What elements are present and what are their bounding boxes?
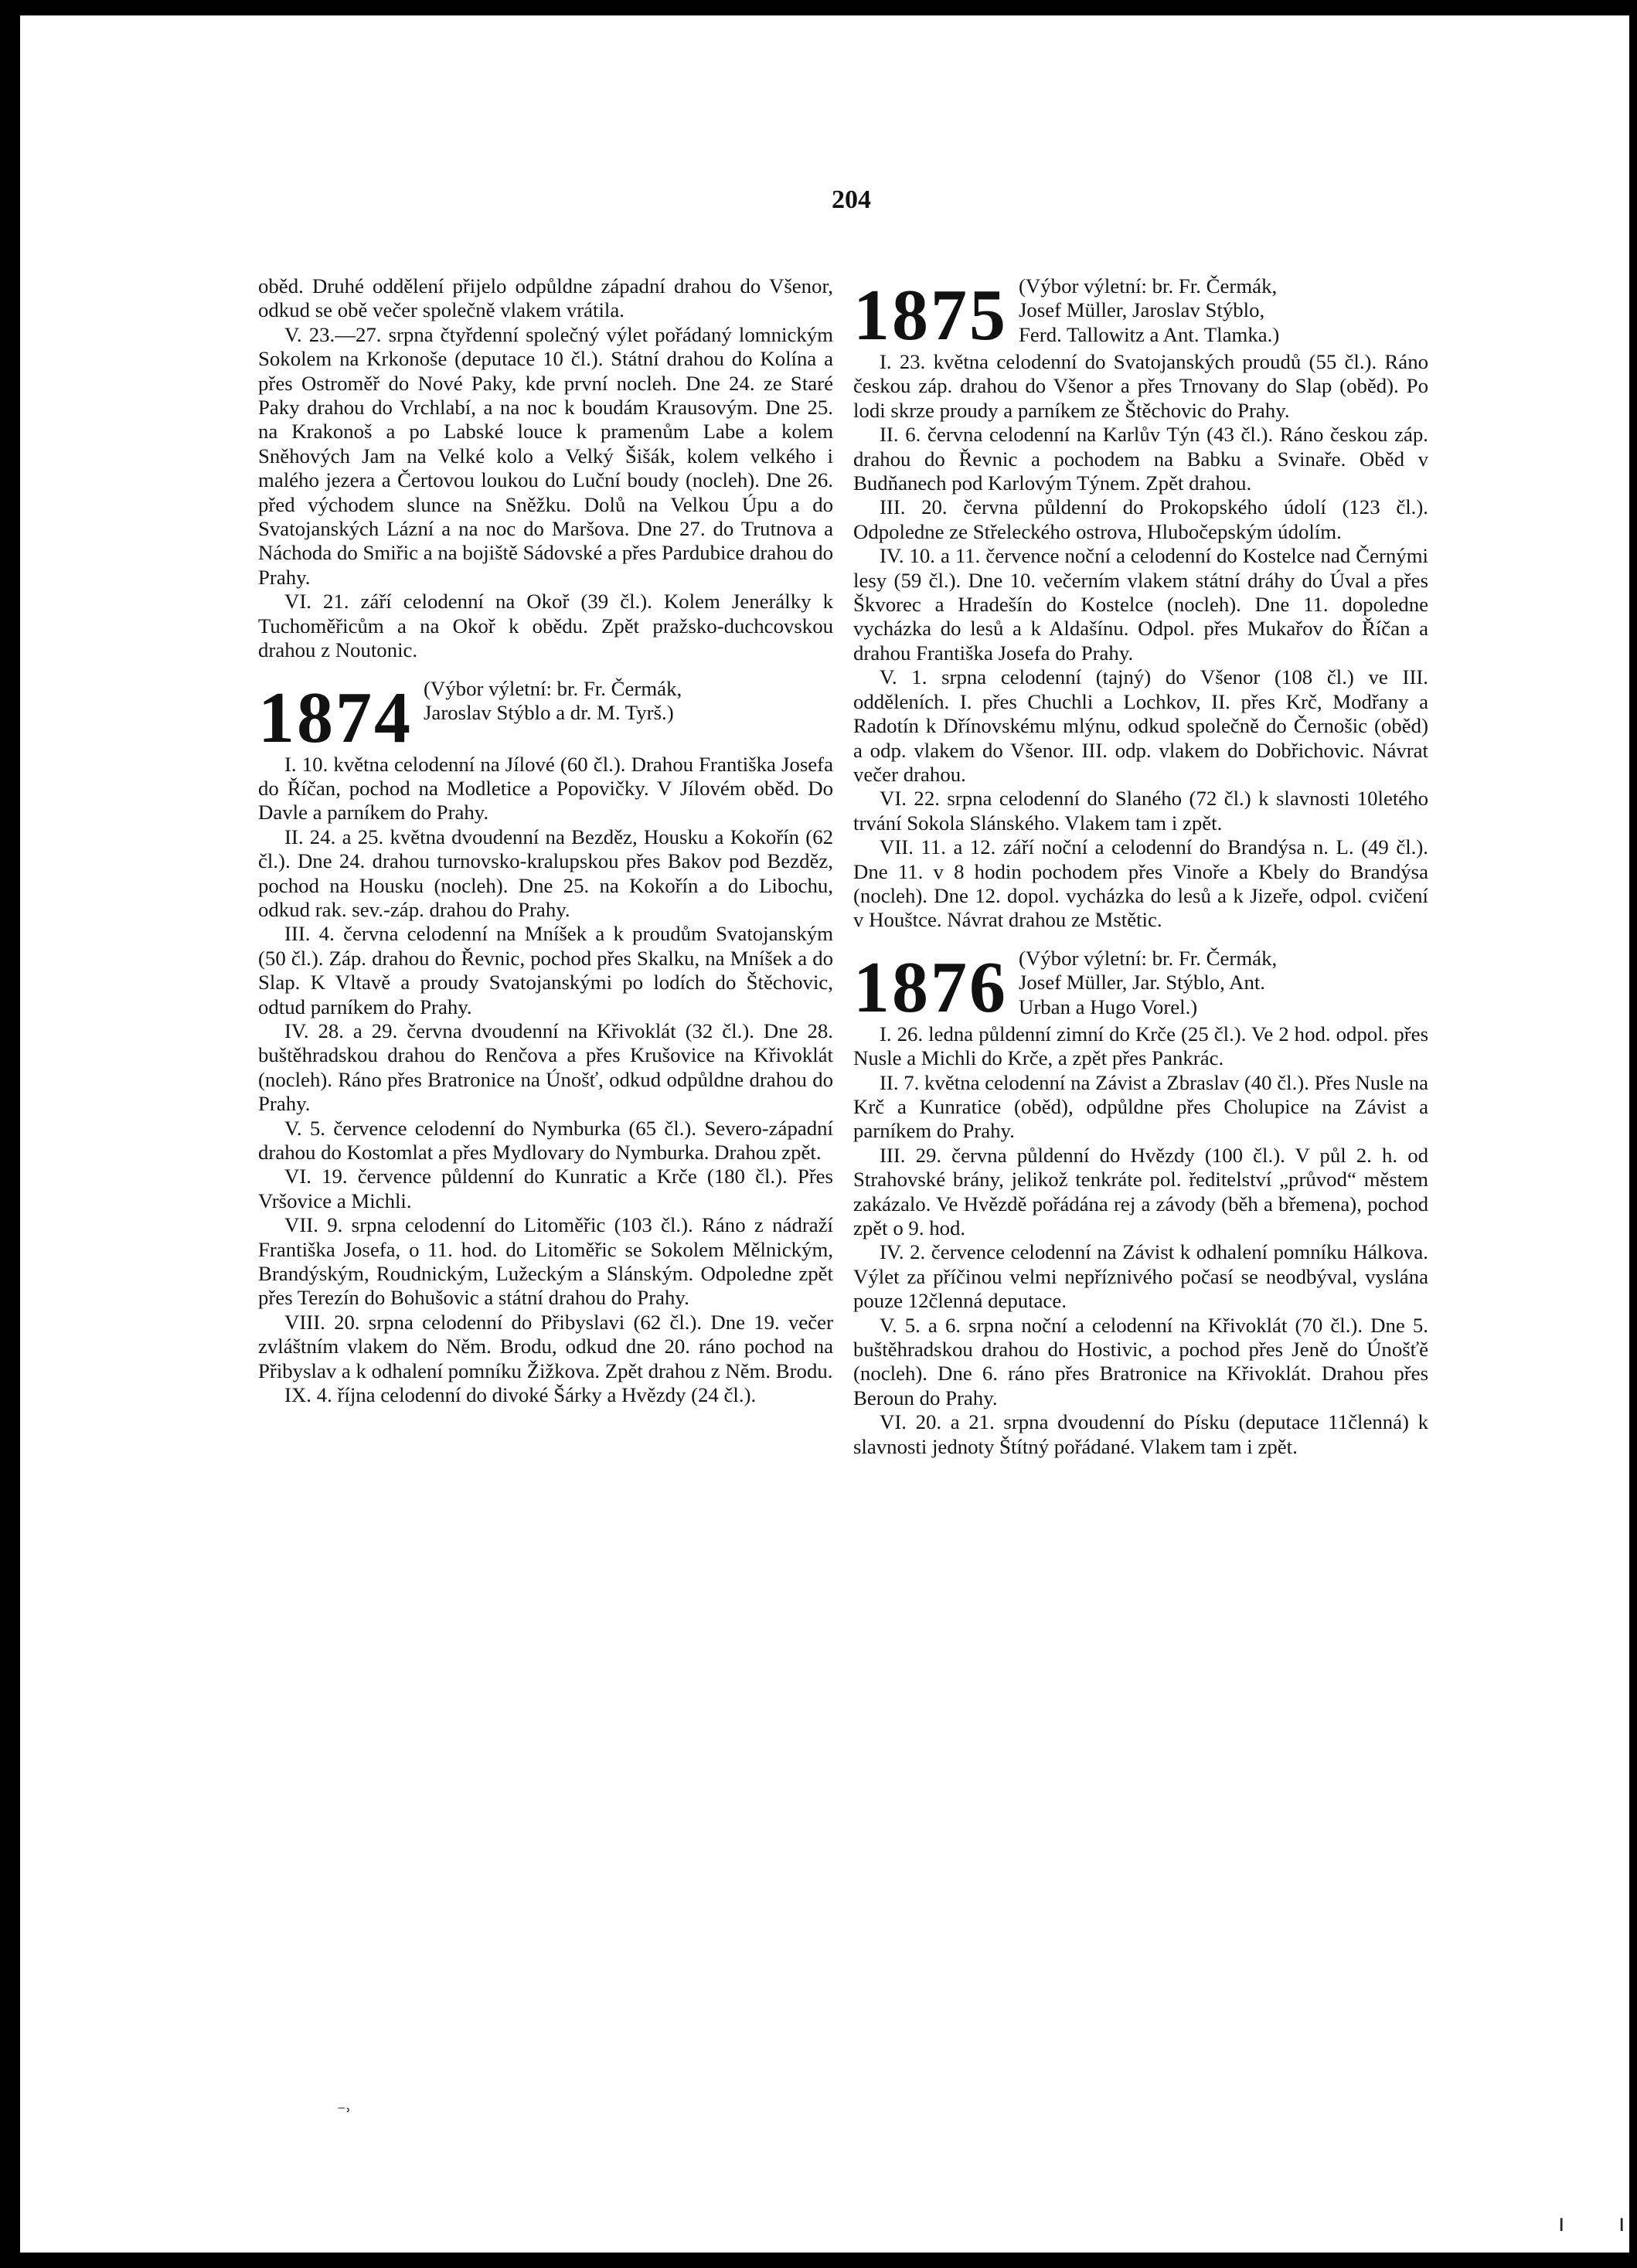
committee-note	[1019, 274, 1428, 347]
opening-paragraph: oběd. Druhé oddělení přijelo odpůldne západní drahou do Všenor, odkud se obě večer společně vlakem vrátila.	[258, 274, 833, 322]
trip-entry: I. 23. května celodenní do Svatojanských proudů (55 čl.). Ráno českou záp. drahou do Všenor a přes Trnovany do Slap (oběd). Po lodi skrze proudy a parníkem ze Štěchovic do Prahy.	[853, 350, 1428, 422]
trip-entry: II. 7. května celodenní na Závist a Zbraslav (40 čl.). Přes Nusle na Krč a Kunratice (oběd), odpůldne přes Cholupice na Závist a parníkem do Prahy.	[853, 1070, 1428, 1143]
trip-entry: VI. 22. srpna celodenní do Slaného (72 čl.) k slavnosti 10letého trvání Sokola Slánského. Vlakem tam i zpět.	[853, 787, 1428, 835]
trip-entry: III. 20. června půldenní do Prokopského údolí (123 čl.). Odpoledne ze Střeleckého ostrova, Hlubočepským údolím.	[853, 495, 1428, 543]
year-heading-1876	[853, 946, 1428, 1028]
trip-entry: V. 5. a 6. srpna noční a celodenní na Křivoklát (70 čl.). Dne 5. buštěhradskou drahou do Hostivic, a pochod přes Jeně do Únošťě (nocleh). Dne 6. ráno přes Bratronice na Křivoklát. Drahou přes Beroun do Prahy.	[853, 1313, 1428, 1409]
committee-line: Jaroslav Stýblo a dr. M. Tyrš.)	[424, 700, 674, 724]
committee-line: Urban a Hugo Vorel.)	[1019, 995, 1198, 1018]
trip-entry: V. 23.—27. srpna čtyřdenní společný výlet pořádaný lomnickým Sokolem na Krkonoše (deputace 10 čl.). Státní drahou do Kolína a přes Ostroměř do Nové Paky, kde první nocleh. Dne 24. ze Staré Paky drahou do Vrchlabí, a na noc k boudám Krausovým. Dne 25. na Krakonoš a po Labské louce k pramenům Labe a kolem Sněhových Jam na Velké kolo a Velký Šišák, kolem velkého i malého jezera a Čertovou loukou do Luční boudy (nocleh). Dne 26. před východem slunce na Sněžku. Dolů na Velkou Úpu a do Svatojanských Lázní a na noc do Maršova. Dne 27. do Trutnova a Náchoda do Smiřic a na bojiště Sádovské a přes Pardubice drahou do Prahy.	[258, 322, 833, 589]
scan-speck: ı	[1558, 2210, 1565, 2237]
trip-entry: IX. 4. října celodenní do divoké Šárky a Hvězdy (24 čl.).	[284, 1383, 757, 1407]
trip-entry: IV. 28. a 29. června dvoudenní na Křivoklát (32 čl.). Dne 28. buštěhradskou drahou do Renčova a přes Krušovice na Křivoklát (nocleh). Ráno přes Bratronice na Únošť, odkud odpůldne drahou do Prahy.	[258, 1018, 833, 1116]
page-number: 204	[832, 185, 871, 214]
trip-entry: VI. 21. září celodenní na Okoř (39 čl.). Kolem Jenerálky k Tuchoměřicům a na Okoř k obědu. Zpět pražsko-duchcovskou drahou z Noutonic.	[258, 590, 833, 662]
committee-line: (Výbor výletní: br. Fr. Čermák,	[1019, 946, 1278, 970]
trip-entry: III. 4. června celodenní na Mníšek a k proudům Svatojanským (50 čl.). Záp. drahou do Řevnic, pochod přes Skalku, na Mníšek a do Slap. K Vltavě a proudy Svatojanskými po lodích do Štěchovic, odtud parníkem do Prahy.	[258, 922, 833, 1018]
trip-entry: III. 29. června půldenní do Hvězdy (100 čl.). V půl 2. h. od Strahovské brány, jelikož tenkráte pol. ředitelství „průvod“ městem zakázalo. Ve Hvězdě pořádána rej a závody (běh a břemena), pochod zpět o 9. hod.	[853, 1143, 1428, 1239]
trip-entry: IV. 2. července celodenní na Závist k odhalení pomníku Hálkova. Výlet za příčinou velmi nepříznivého počasí se neodbýval, vyslána pouze 12členná deputace.	[853, 1240, 1428, 1313]
scan-speck: ⁻˒	[337, 2102, 352, 2121]
year-heading-1874	[258, 676, 833, 758]
year-number: 1874	[258, 677, 413, 758]
trip-entry: IV. 10. a 11. července noční a celodenní do Kostelce nad Černými lesy (59 čl.). Dne 10. večerním vlakem státní dráhy do Úval a přes Škvorec a Hradešín do Kostelce (nocleh). Dne 11. dopoledne vycházka do lesů a k Aldašínu. Odpol. přes Mukařov do Říčan a drahou Františka Josefa do Prahy.	[853, 544, 1428, 665]
committee-note	[424, 677, 833, 726]
trip-entry: II. 24. a 25. května dvoudenní na Bezděz, Housku a Kokořín (62 čl.). Dne 24. drahou turnovsko-kralupskou přes Bakov pod Bezděz, pochod na Housku (nocleh). Dne 25. na Kokořín a do Libochu, odkud rak. sev.-záp. drahou do Prahy.	[258, 825, 833, 921]
trip-entry: VIII. 20. srpna celodenní do Přibyslavi (62 čl.). Dne 19. večer zvláštním vlakem do Něm. Brodu, odkud dne 20. ráno pochod na Přibyslav a k odhalení pomníku Žižkova. Zpět drahou z Něm. Brodu.	[258, 1310, 833, 1382]
trip-entry: I. 26. ledna půldenní zimní do Krče (25 čl.). Ve 2 hod. odpol. přes Nusle a Michli do Krče, a zpět přes Pankrác.	[853, 1022, 1428, 1070]
trip-entry: II. 6. června celodenní na Karlův Týn (43 čl.). Ráno českou záp. drahou do Řevnic a pochodem na Babku a Svinaře. Oběd v Budňanech pod Karlovým Týnem. Zpět drahou.	[853, 423, 1428, 495]
year-heading-1875	[853, 274, 1428, 355]
year-number: 1875	[853, 275, 1008, 355]
scan-speck: ı	[1618, 2210, 1625, 2237]
committee-line: Josef Müller, Jaroslav Stýblo,	[1019, 298, 1265, 322]
document-page	[20, 15, 1629, 2253]
trip-entry: VI. 19. července půldenní do Kunratic a Krče (180 čl.). Přes Vršovice a Michli.	[258, 1165, 833, 1212]
trip-entry: VII. 11. a 12. září noční a celodenní do Brandýsa n. L. (49 čl.). Dne 11. v 8 hodin pochodem přes Vinoře a Kbely do Brandýsa (nocleh). Dne 12. dopol. vycházka do lesů a k Jizeře, odpol. cvičení v Houštce. Návrat drahou ze Mstětic.	[853, 835, 1428, 932]
trip-entry: I. 10. května celodenní na Jílové (60 čl.). Drahou Františka Josefa do Říčan, pochod na Modletice a Popovičky. V Jílovém oběd. Do Davle a parníkem do Prahy.	[258, 752, 833, 825]
left-column	[258, 274, 833, 1407]
right-column	[853, 274, 1428, 1459]
committee-line: (Výbor výletní: br. Fr. Čermák,	[424, 676, 682, 700]
trip-entry: V. 1. srpna celodenní (tajný) do Všenor (108 čl.) ve III. odděleních. I. přes Chuchli a Lochkov, II. přes Krč, Modřany a Radotín k Dřínovskému mlýnu, odkud společně do Černošic (oběd) a odp. vlakem do Všenor. III. odp. vlakem do Dobřichovic. Návrat večer drahou.	[853, 665, 1428, 786]
committee-note	[1019, 947, 1428, 1019]
year-number: 1876	[853, 947, 1008, 1028]
committee-line: Josef Müller, Jar. Stýblo, Ant.	[1019, 971, 1265, 995]
trip-entry: VI. 20. a 21. srpna dvoudenní do Písku (deputace 11členná) k slavnosti jednoty Štítný pořádané. Vlakem tam i zpět.	[853, 1410, 1428, 1458]
trip-entry: V. 5. července celodenní do Nymburka (65 čl.). Severo-západní drahou do Kostomlat a přes Mydlovary do Nymburka. Drahou zpět.	[258, 1116, 833, 1164]
trip-entry: VII. 9. srpna celodenní do Litoměřic (103 čl.). Ráno z nádraží Františka Josefa, o 11. hod. do Litoměřic se Sokolem Mělnickým, Brandýským, Roudnickým, Lužeckým a Slánským. Odpoledne zpět přes Terezín do Bohušovic a státní drahou do Prahy.	[258, 1213, 833, 1310]
committee-line: Ferd. Tallowitz a Ant. Tlamka.)	[1019, 322, 1280, 346]
committee-line: (Výbor výletní: br. Fr. Čermák,	[1019, 274, 1278, 298]
